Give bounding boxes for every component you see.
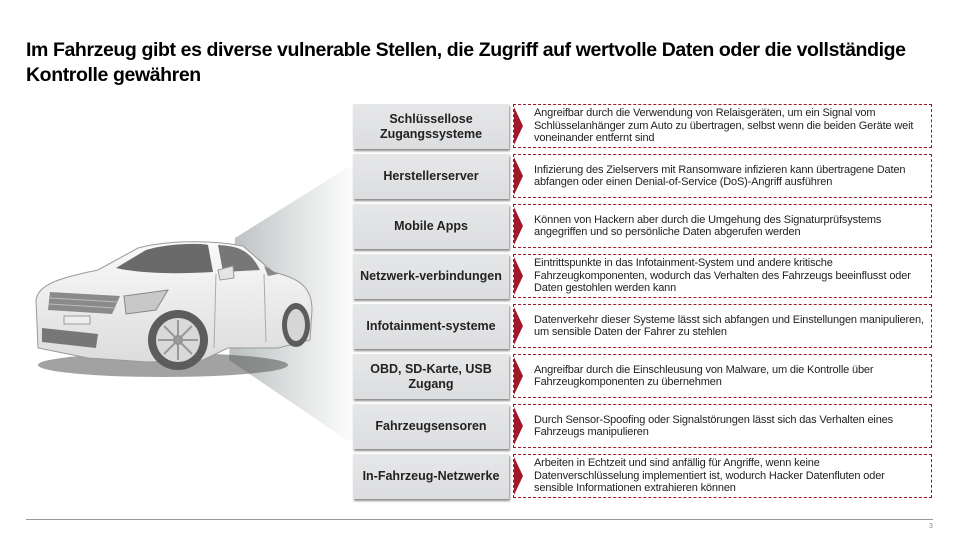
vulnerability-row: [353, 354, 933, 399]
description-box: Datenverkehr dieser Systeme lässt sich abfangen und Einstellungen manipulieren, um sensible Daten der Fahrer zu stehlen: [513, 304, 932, 348]
category-box: Netzwerk-verbindungen: [353, 254, 509, 299]
description-box: Durch Sensor-Spoofing oder Signalstörungen lässt sich das Verhalten eines Fahrzeugs manipulieren: [513, 404, 932, 448]
vulnerability-row: [353, 104, 933, 149]
chevron-right-icon: [514, 107, 523, 145]
category-box: OBD, SD-Karte, USB Zugang: [353, 354, 509, 399]
page-number: 3: [929, 523, 933, 530]
car-image: [28, 230, 318, 380]
chevron-right-icon: [514, 207, 523, 245]
slide-title: Im Fahrzeug gibt es diverse vulnerable Stellen, die Zugriff auf wertvolle Daten oder die vollständige Kontrolle gewähren: [26, 39, 906, 86]
chevron-right-icon: [514, 457, 523, 495]
footer-divider: [26, 519, 933, 520]
chevron-right-icon: [514, 307, 523, 345]
description-box: Eintrittspunkte in das Infotainment-System und andere kritische Fahrzeugkomponenten, wodurch das Verhalten des Fahrzeugs beeinflusst oder Daten gestohlen werden kann: [513, 254, 932, 298]
description-box: Können von Hackern aber durch die Umgehung des Signaturprüfsystems angegriffen und so persönliche Daten abgerufen werden: [513, 204, 932, 248]
category-box: Mobile Apps: [353, 204, 509, 249]
chevron-right-icon: [514, 157, 523, 195]
chevron-right-icon: [514, 257, 523, 295]
category-box: Schlüssellose Zugangssysteme: [353, 104, 509, 149]
description-box: Arbeiten in Echtzeit und sind anfällig für Angriffe, wenn keine Datenverschlüsselung implementiert ist, wodurch Hacker Datenfluten oder sensible Informationen extrahieren können: [513, 454, 932, 498]
vulnerability-row: [353, 404, 933, 449]
description-box: Infizierung des Zielservers mit Ransomware infizieren kann übertragene Daten abfangen oder einen Denial-of-Service (DoS)-Angriff ausführen: [513, 154, 932, 198]
chevron-right-icon: [514, 407, 523, 445]
vulnerability-row: [353, 154, 933, 199]
category-box: Infotainment-systeme: [353, 304, 509, 349]
vulnerability-row: [353, 304, 933, 349]
description-box: Angreifbar durch die Verwendung von Relaisgeräten, um ein Signal vom Schlüsselanhänger zum Auto zu übertragen, selbst wenn die beiden Geräte weit voneinander entfernt sind: [513, 104, 932, 148]
vulnerability-row: [353, 204, 933, 249]
category-box: Fahrzeugsensoren: [353, 404, 509, 449]
category-box: Herstellerserver: [353, 154, 509, 199]
chevron-right-icon: [514, 357, 523, 395]
category-box: In-Fahrzeug-Netzwerke: [353, 454, 509, 499]
vulnerability-row: [353, 254, 933, 299]
vulnerability-row: [353, 454, 933, 499]
description-box: Angreifbar durch die Einschleusung von Malware, um die Kontrolle über Fahrzeugkomponenten zu übernehmen: [513, 354, 932, 398]
